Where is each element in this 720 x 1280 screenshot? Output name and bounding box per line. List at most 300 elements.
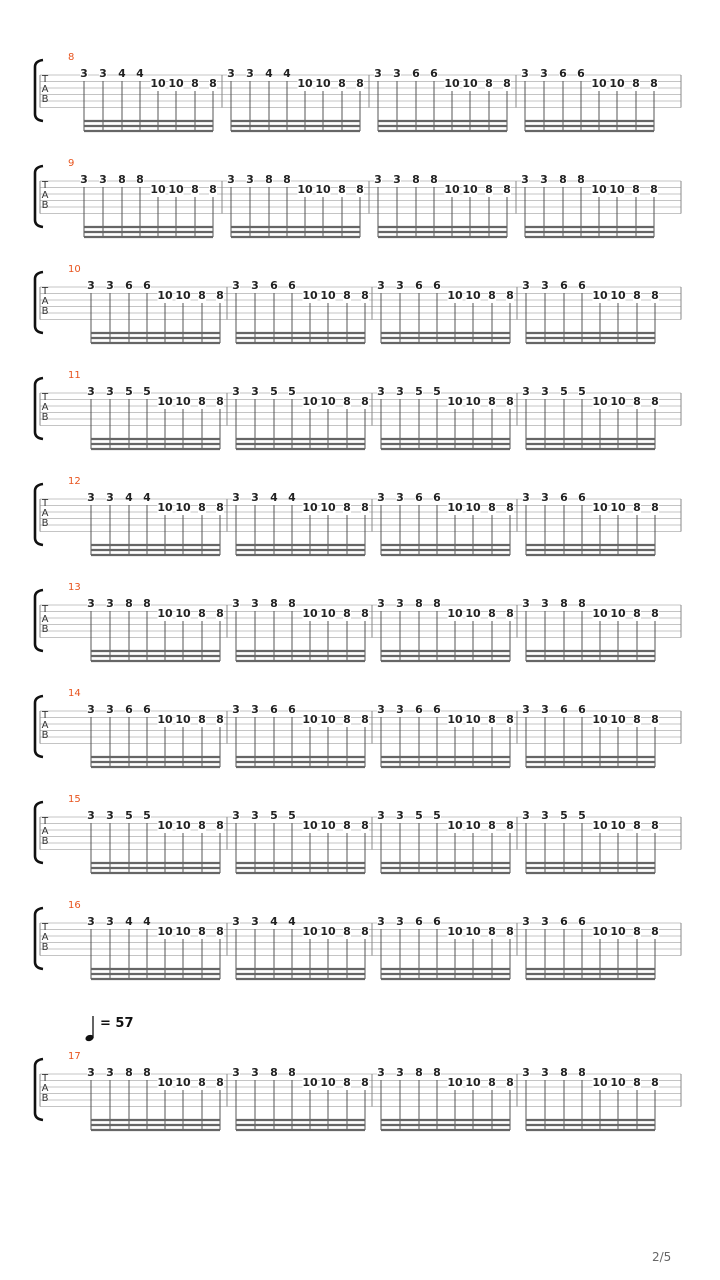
fret-number: 10 bbox=[465, 1076, 481, 1089]
fret-number: 8 bbox=[216, 607, 224, 620]
tab-clef-letter: T bbox=[41, 922, 49, 933]
tab-bar bbox=[517, 703, 659, 767]
fret-number: 8 bbox=[633, 607, 641, 620]
tab-bar bbox=[372, 491, 514, 555]
fret-number: 10 bbox=[302, 501, 318, 514]
tab-bar bbox=[372, 915, 514, 979]
fret-number: 8 bbox=[216, 819, 224, 832]
fret-number: 8 bbox=[488, 1076, 496, 1089]
fret-number: 8 bbox=[216, 925, 224, 938]
fret-number: 8 bbox=[361, 395, 369, 408]
fret-number: 3 bbox=[232, 1066, 240, 1079]
measure-number: 9 bbox=[68, 158, 75, 169]
fret-number: 8 bbox=[343, 289, 351, 302]
fret-number: 3 bbox=[396, 809, 404, 822]
fret-number: 6 bbox=[433, 279, 441, 292]
fret-number: 8 bbox=[125, 597, 133, 610]
fret-number: 10 bbox=[175, 925, 191, 938]
fret-number: 3 bbox=[522, 279, 530, 292]
fret-number: 8 bbox=[633, 395, 641, 408]
fret-number: 8 bbox=[125, 1066, 133, 1079]
fret-number: 8 bbox=[433, 1066, 441, 1079]
tab-bar bbox=[87, 809, 224, 873]
tab-clef-letter: A bbox=[41, 1083, 49, 1094]
fret-number: 3 bbox=[232, 915, 240, 928]
tab-bar bbox=[87, 279, 224, 343]
tab-bar bbox=[227, 703, 369, 767]
fret-number: 3 bbox=[106, 385, 114, 398]
fret-number: 3 bbox=[106, 597, 114, 610]
fret-number: 6 bbox=[560, 915, 568, 928]
measure-number: 14 bbox=[68, 688, 81, 699]
measure-number: 17 bbox=[68, 1051, 81, 1062]
fret-number: 6 bbox=[288, 279, 296, 292]
tab-bar bbox=[227, 915, 369, 979]
fret-number: 3 bbox=[106, 703, 114, 716]
fret-number: 3 bbox=[377, 491, 385, 504]
fret-number: 6 bbox=[577, 67, 585, 80]
fret-number: 5 bbox=[415, 385, 423, 398]
fret-number: 6 bbox=[412, 67, 420, 80]
fret-number: 8 bbox=[143, 597, 151, 610]
fret-number: 3 bbox=[541, 915, 549, 928]
fret-number: 3 bbox=[87, 809, 95, 822]
fret-number: 4 bbox=[136, 67, 144, 80]
fret-number: 3 bbox=[541, 809, 549, 822]
tab-clef-letter: T bbox=[41, 1073, 49, 1084]
fret-number: 8 bbox=[361, 289, 369, 302]
fret-number: 10 bbox=[447, 501, 463, 514]
tab-clef-letter: A bbox=[41, 402, 49, 413]
fret-number: 3 bbox=[377, 279, 385, 292]
tab-bar bbox=[222, 173, 364, 237]
measure-number: 11 bbox=[68, 370, 81, 381]
fret-number: 3 bbox=[396, 915, 404, 928]
fret-number: 8 bbox=[578, 597, 586, 610]
fret-number: 3 bbox=[232, 385, 240, 398]
fret-number: 8 bbox=[415, 597, 423, 610]
fret-number: 4 bbox=[143, 491, 151, 504]
fret-number: 10 bbox=[320, 501, 336, 514]
fret-number: 3 bbox=[227, 67, 235, 80]
fret-number: 10 bbox=[320, 289, 336, 302]
fret-number: 8 bbox=[650, 77, 658, 90]
fret-number: 4 bbox=[270, 491, 278, 504]
tab-bar bbox=[87, 597, 224, 661]
fret-number: 3 bbox=[106, 1066, 114, 1079]
fret-number: 8 bbox=[633, 289, 641, 302]
fret-number: 5 bbox=[433, 385, 441, 398]
fret-number: 8 bbox=[356, 183, 364, 196]
fret-number: 10 bbox=[320, 395, 336, 408]
fret-number: 8 bbox=[265, 173, 273, 186]
fret-number: 8 bbox=[430, 173, 438, 186]
fret-number: 10 bbox=[609, 183, 625, 196]
fret-number: 10 bbox=[302, 395, 318, 408]
fret-number: 3 bbox=[232, 703, 240, 716]
fret-number: 8 bbox=[651, 1076, 659, 1089]
fret-number: 10 bbox=[610, 395, 626, 408]
fret-number: 3 bbox=[87, 279, 95, 292]
fret-number: 4 bbox=[118, 67, 126, 80]
fret-number: 3 bbox=[251, 1066, 259, 1079]
fret-number: 8 bbox=[633, 1076, 641, 1089]
fret-number: 6 bbox=[578, 915, 586, 928]
fret-number: 3 bbox=[522, 1066, 530, 1079]
fret-number: 10 bbox=[610, 289, 626, 302]
fret-number: 10 bbox=[610, 607, 626, 620]
fret-number: 4 bbox=[265, 67, 273, 80]
fret-number: 8 bbox=[343, 1076, 351, 1089]
fret-number: 6 bbox=[415, 915, 423, 928]
fret-number: 3 bbox=[227, 173, 235, 186]
fret-number: 3 bbox=[522, 597, 530, 610]
tab-bar bbox=[517, 1066, 659, 1130]
tab-clef-letter: B bbox=[41, 730, 49, 741]
fret-number: 8 bbox=[343, 607, 351, 620]
fret-number: 8 bbox=[143, 1066, 151, 1079]
fret-number: 3 bbox=[106, 279, 114, 292]
fret-number: 3 bbox=[393, 67, 401, 80]
fret-number: 8 bbox=[506, 819, 514, 832]
tab-clef-letter: A bbox=[41, 190, 49, 201]
fret-number: 8 bbox=[488, 713, 496, 726]
fret-number: 3 bbox=[541, 385, 549, 398]
fret-number: 8 bbox=[506, 395, 514, 408]
tab-bar bbox=[517, 279, 659, 343]
fret-number: 10 bbox=[315, 183, 331, 196]
fret-number: 8 bbox=[485, 77, 493, 90]
fret-number: 10 bbox=[168, 77, 184, 90]
tab-bar bbox=[222, 67, 364, 131]
tab-system bbox=[35, 1059, 681, 1130]
fret-number: 3 bbox=[246, 173, 254, 186]
fret-number: 10 bbox=[592, 395, 608, 408]
tab-bar bbox=[87, 915, 224, 979]
fret-number: 3 bbox=[251, 385, 259, 398]
tab-bar bbox=[369, 173, 511, 237]
fret-number: 3 bbox=[106, 915, 114, 928]
tab-bar bbox=[227, 1066, 369, 1130]
fret-number: 10 bbox=[447, 713, 463, 726]
fret-number: 10 bbox=[175, 1076, 191, 1089]
fret-number: 6 bbox=[433, 703, 441, 716]
fret-number: 10 bbox=[592, 925, 608, 938]
fret-number: 3 bbox=[540, 67, 548, 80]
fret-number: 10 bbox=[447, 1076, 463, 1089]
tab-clef-letter: T bbox=[41, 498, 49, 509]
tab-system bbox=[35, 378, 681, 449]
fret-number: 8 bbox=[361, 713, 369, 726]
fret-number: 3 bbox=[232, 597, 240, 610]
fret-number: 10 bbox=[610, 501, 626, 514]
tab-bar bbox=[227, 385, 369, 449]
fret-number: 10 bbox=[447, 289, 463, 302]
fret-number: 3 bbox=[396, 597, 404, 610]
fret-number: 8 bbox=[560, 1066, 568, 1079]
fret-number: 8 bbox=[216, 1076, 224, 1089]
fret-number: 3 bbox=[521, 67, 529, 80]
tab-system bbox=[35, 802, 681, 873]
fret-number: 6 bbox=[270, 279, 278, 292]
fret-number: 8 bbox=[118, 173, 126, 186]
fret-number: 10 bbox=[592, 607, 608, 620]
fret-number: 3 bbox=[540, 173, 548, 186]
fret-number: 8 bbox=[506, 713, 514, 726]
fret-number: 10 bbox=[157, 925, 173, 938]
fret-number: 6 bbox=[288, 703, 296, 716]
tab-clef-letter: T bbox=[41, 180, 49, 191]
fret-number: 10 bbox=[609, 77, 625, 90]
fret-number: 10 bbox=[157, 819, 173, 832]
fret-number: 8 bbox=[343, 713, 351, 726]
tab-clef-letter: B bbox=[41, 412, 49, 423]
fret-number: 3 bbox=[251, 491, 259, 504]
tab-bar bbox=[80, 67, 217, 131]
measure-number: 13 bbox=[68, 582, 81, 593]
tab-clef-letter: A bbox=[41, 932, 49, 943]
fret-number: 8 bbox=[198, 289, 206, 302]
fret-number: 6 bbox=[560, 703, 568, 716]
fret-number: 8 bbox=[198, 395, 206, 408]
fret-number: 3 bbox=[251, 809, 259, 822]
fret-number: 4 bbox=[143, 915, 151, 928]
fret-number: 5 bbox=[560, 385, 568, 398]
tab-clef-letter: B bbox=[41, 942, 49, 953]
fret-number: 6 bbox=[143, 279, 151, 292]
fret-number: 3 bbox=[374, 67, 382, 80]
fret-number: 8 bbox=[343, 925, 351, 938]
tab-clef-letter: A bbox=[41, 826, 49, 837]
fret-number: 10 bbox=[175, 819, 191, 832]
fret-number: 8 bbox=[209, 77, 217, 90]
fret-number: 6 bbox=[578, 703, 586, 716]
fret-number: 4 bbox=[270, 915, 278, 928]
fret-number: 3 bbox=[522, 809, 530, 822]
fret-number: 8 bbox=[361, 607, 369, 620]
fret-number: 3 bbox=[377, 703, 385, 716]
fret-number: 3 bbox=[396, 1066, 404, 1079]
tempo-text: = 57 bbox=[100, 1016, 134, 1031]
measure-number: 15 bbox=[68, 794, 81, 805]
fret-number: 8 bbox=[485, 183, 493, 196]
fret-number: 10 bbox=[592, 1076, 608, 1089]
tab-bar bbox=[87, 1066, 224, 1130]
fret-number: 8 bbox=[651, 925, 659, 938]
fret-number: 5 bbox=[560, 809, 568, 822]
fret-number: 10 bbox=[320, 1076, 336, 1089]
fret-number: 10 bbox=[465, 819, 481, 832]
tab-clef-letter: B bbox=[41, 306, 49, 317]
tab-bar bbox=[517, 809, 659, 873]
fret-number: 10 bbox=[168, 183, 184, 196]
fret-number: 8 bbox=[356, 77, 364, 90]
fret-number: 3 bbox=[522, 703, 530, 716]
fret-number: 8 bbox=[136, 173, 144, 186]
fret-number: 8 bbox=[633, 925, 641, 938]
fret-number: 10 bbox=[592, 501, 608, 514]
fret-number: 8 bbox=[361, 819, 369, 832]
fret-number: 3 bbox=[87, 703, 95, 716]
measure-number: 12 bbox=[68, 476, 81, 487]
fret-number: 6 bbox=[125, 279, 133, 292]
tab-bar bbox=[87, 385, 224, 449]
fret-number: 6 bbox=[415, 703, 423, 716]
tab-clef-letter: B bbox=[41, 624, 49, 635]
fret-number: 10 bbox=[447, 395, 463, 408]
tab-clef-letter: A bbox=[41, 614, 49, 625]
measure-number: 16 bbox=[68, 900, 81, 911]
fret-number: 6 bbox=[143, 703, 151, 716]
fret-number: 10 bbox=[157, 713, 173, 726]
fret-number: 8 bbox=[343, 395, 351, 408]
tab-system bbox=[35, 696, 681, 767]
fret-number: 10 bbox=[302, 1076, 318, 1089]
tab-bar bbox=[227, 597, 369, 661]
fret-number: 10 bbox=[465, 607, 481, 620]
fret-number: 6 bbox=[430, 67, 438, 80]
tab-bar bbox=[227, 491, 369, 555]
fret-number: 10 bbox=[315, 77, 331, 90]
fret-number: 8 bbox=[650, 183, 658, 196]
fret-number: 10 bbox=[175, 713, 191, 726]
fret-number: 10 bbox=[591, 183, 607, 196]
fret-number: 8 bbox=[283, 173, 291, 186]
fret-number: 3 bbox=[80, 67, 88, 80]
tab-bar bbox=[87, 491, 224, 555]
fret-number: 10 bbox=[447, 925, 463, 938]
fret-number: 5 bbox=[433, 809, 441, 822]
fret-number: 8 bbox=[577, 173, 585, 186]
tempo-marking bbox=[84, 1014, 144, 1044]
fret-number: 10 bbox=[302, 925, 318, 938]
tab-bar bbox=[227, 809, 369, 873]
fret-number: 10 bbox=[302, 713, 318, 726]
fret-number: 8 bbox=[198, 501, 206, 514]
measure-number: 10 bbox=[68, 264, 81, 275]
fret-number: 10 bbox=[320, 713, 336, 726]
fret-number: 10 bbox=[157, 395, 173, 408]
tab-bar bbox=[517, 915, 659, 979]
fret-number: 8 bbox=[506, 607, 514, 620]
fret-number: 8 bbox=[198, 607, 206, 620]
tab-clef-letter: T bbox=[41, 710, 49, 721]
tab-clef-letter: T bbox=[41, 286, 49, 297]
fret-number: 5 bbox=[288, 385, 296, 398]
tab-clef-letter: T bbox=[41, 74, 49, 85]
fret-number: 8 bbox=[338, 183, 346, 196]
tab-bar bbox=[516, 67, 658, 131]
fret-number: 8 bbox=[506, 501, 514, 514]
fret-number: 3 bbox=[377, 1066, 385, 1079]
fret-number: 10 bbox=[175, 395, 191, 408]
fret-number: 8 bbox=[506, 925, 514, 938]
fret-number: 6 bbox=[559, 67, 567, 80]
fret-number: 8 bbox=[433, 597, 441, 610]
fret-number: 3 bbox=[522, 491, 530, 504]
fret-number: 8 bbox=[488, 289, 496, 302]
fret-number: 3 bbox=[232, 809, 240, 822]
fret-number: 4 bbox=[125, 491, 133, 504]
fret-number: 8 bbox=[651, 607, 659, 620]
fret-number: 10 bbox=[447, 819, 463, 832]
fret-number: 10 bbox=[157, 289, 173, 302]
tab-bar bbox=[80, 173, 217, 237]
tab-clef-letter: B bbox=[41, 1093, 49, 1104]
tab-bar bbox=[517, 385, 659, 449]
fret-number: 10 bbox=[302, 819, 318, 832]
fret-number: 3 bbox=[87, 385, 95, 398]
tab-clef-letter: T bbox=[41, 604, 49, 615]
tab-system bbox=[35, 272, 681, 343]
fret-number: 3 bbox=[251, 597, 259, 610]
fret-number: 3 bbox=[522, 915, 530, 928]
fret-number: 8 bbox=[216, 395, 224, 408]
tab-bar bbox=[372, 597, 514, 661]
tab-bar bbox=[372, 809, 514, 873]
tab-clef-letter: A bbox=[41, 508, 49, 519]
quarter-note-icon bbox=[84, 1014, 100, 1044]
fret-number: 8 bbox=[506, 289, 514, 302]
fret-number: 3 bbox=[541, 703, 549, 716]
fret-number: 3 bbox=[377, 385, 385, 398]
fret-number: 3 bbox=[541, 491, 549, 504]
fret-number: 10 bbox=[320, 607, 336, 620]
tab-bar bbox=[516, 173, 658, 237]
fret-number: 8 bbox=[343, 501, 351, 514]
tab-bar bbox=[87, 703, 224, 767]
fret-number: 6 bbox=[415, 279, 423, 292]
fret-number: 8 bbox=[216, 289, 224, 302]
fret-number: 8 bbox=[651, 713, 659, 726]
fret-number: 5 bbox=[578, 385, 586, 398]
fret-number: 3 bbox=[396, 385, 404, 398]
fret-number: 8 bbox=[651, 395, 659, 408]
fret-number: 5 bbox=[143, 809, 151, 822]
tab-system bbox=[35, 590, 681, 661]
tab-bar bbox=[372, 703, 514, 767]
fret-number: 8 bbox=[560, 597, 568, 610]
fret-number: 10 bbox=[462, 183, 478, 196]
fret-number: 8 bbox=[198, 819, 206, 832]
fret-number: 3 bbox=[541, 279, 549, 292]
fret-number: 10 bbox=[444, 77, 460, 90]
fret-number: 5 bbox=[270, 809, 278, 822]
fret-number: 3 bbox=[232, 279, 240, 292]
fret-number: 8 bbox=[506, 1076, 514, 1089]
fret-number: 10 bbox=[297, 183, 313, 196]
fret-number: 8 bbox=[559, 173, 567, 186]
fret-number: 6 bbox=[433, 915, 441, 928]
fret-number: 8 bbox=[288, 597, 296, 610]
tab-clef-letter: T bbox=[41, 816, 49, 827]
fret-number: 8 bbox=[198, 925, 206, 938]
fret-number: 10 bbox=[592, 713, 608, 726]
fret-number: 5 bbox=[270, 385, 278, 398]
tab-bar bbox=[517, 597, 659, 661]
fret-number: 3 bbox=[377, 915, 385, 928]
fret-number: 3 bbox=[521, 173, 529, 186]
fret-number: 10 bbox=[465, 289, 481, 302]
fret-number: 5 bbox=[125, 385, 133, 398]
fret-number: 8 bbox=[270, 597, 278, 610]
fret-number: 6 bbox=[578, 491, 586, 504]
tab-system bbox=[35, 908, 681, 979]
tab-clef-letter: B bbox=[41, 518, 49, 529]
fret-number: 4 bbox=[283, 67, 291, 80]
fret-number: 5 bbox=[143, 385, 151, 398]
fret-number: 6 bbox=[578, 279, 586, 292]
